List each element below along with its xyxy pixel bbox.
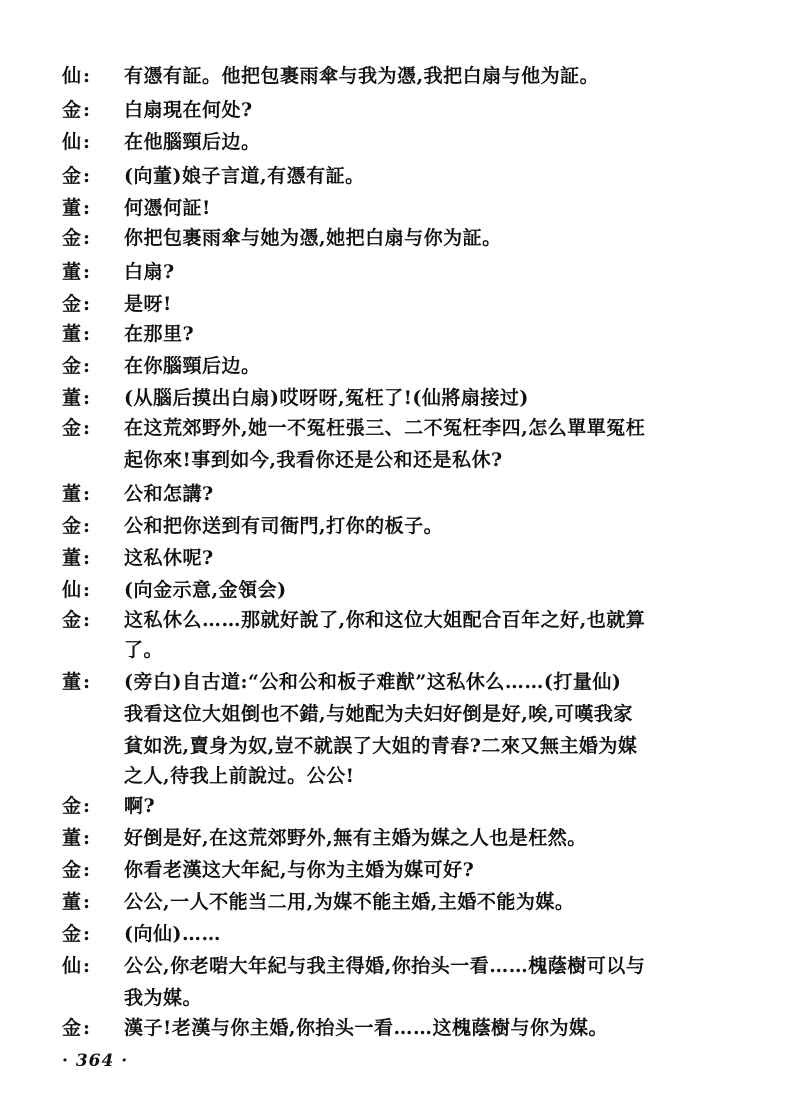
dialogue-line bbox=[0, 822, 792, 854]
dialogue-text: 在这荒郊野外,她一不冤枉張三、二不冤枉李四,怎么單單冤枉 bbox=[124, 417, 646, 439]
speaker-label: 仙: bbox=[62, 65, 93, 87]
speaker-label: 金: bbox=[62, 165, 93, 187]
dialogue-text: 何憑何証! bbox=[124, 197, 211, 219]
speaker-label: 董: bbox=[62, 671, 93, 693]
dialogue-text: (向董)娘子言道,有憑有証。 bbox=[124, 165, 365, 187]
dialogue-continuation bbox=[0, 982, 792, 1014]
dialogue-line bbox=[0, 192, 792, 224]
dialogue-line bbox=[0, 790, 792, 822]
dialogue-text: 这私休么……那就好說了,你和这位大姐配合百年之好,也就算 bbox=[124, 609, 646, 631]
dialogue-line bbox=[0, 94, 792, 126]
speaker-label: 董: bbox=[62, 387, 93, 409]
dialogue-text: (向仙)…… bbox=[124, 923, 221, 945]
dialogue-text: 白扇現在何处? bbox=[124, 99, 253, 121]
dialogue-line bbox=[0, 950, 792, 982]
speaker-label: 金: bbox=[62, 795, 93, 817]
dialogue-text: 这私休呢? bbox=[124, 547, 214, 569]
dialogue-line bbox=[0, 256, 792, 288]
dialogue-line bbox=[0, 574, 792, 606]
speaker-label: 董: bbox=[62, 261, 93, 283]
dialogue-text: 是呀! bbox=[124, 293, 172, 315]
dialogue-line bbox=[0, 1012, 792, 1044]
dialogue-text: 好倒是好,在这荒郊野外,無有主婚为媒之人也是枉然。 bbox=[124, 827, 587, 849]
dialogue-line bbox=[0, 886, 792, 918]
dialogue-continuation bbox=[0, 444, 792, 476]
dialogue-line bbox=[0, 510, 792, 542]
dialogue-text: 啊? bbox=[124, 795, 156, 817]
speaker-label: 金: bbox=[62, 1017, 93, 1039]
dialogue-text: 公和怎講? bbox=[124, 483, 214, 505]
dialogue-text: 白扇? bbox=[124, 261, 175, 283]
dialogue-continuation bbox=[0, 634, 792, 666]
speaker-label: 董: bbox=[62, 323, 93, 345]
dialogue-text: 有憑有証。他把包裹雨傘与我为憑,我把白扇与他为証。 bbox=[124, 65, 600, 87]
dialogue-text: 在他腦頸后边。 bbox=[124, 131, 261, 153]
dialogue-line bbox=[0, 666, 792, 698]
speaker-label: 金: bbox=[62, 609, 93, 631]
dialogue-text: 貧如洗,賣身为奴,豈不就誤了大姐的青春?二來又無主婚为媒 bbox=[124, 735, 638, 757]
dialogue-line bbox=[0, 60, 792, 92]
dialogue-text: (从腦后摸出白扇)哎呀呀,冤枉了!(仙將扇接过) bbox=[124, 387, 529, 409]
dialogue-line bbox=[0, 478, 792, 510]
speaker-label: 金: bbox=[62, 923, 93, 945]
speaker-label: 金: bbox=[62, 293, 93, 315]
dialogue-text: 起你來!事到如今,我看你还是公和还是私休? bbox=[124, 449, 503, 471]
dialogue-line bbox=[0, 854, 792, 886]
dialogue-line bbox=[0, 350, 792, 382]
speaker-label: 董: bbox=[62, 891, 93, 913]
speaker-label: 董: bbox=[62, 547, 93, 569]
dialogue-line bbox=[0, 542, 792, 574]
dialogue-text: 公公,一人不能当二用,为媒不能主婚,主婚不能为媒。 bbox=[124, 891, 575, 913]
speaker-label: 金: bbox=[62, 355, 93, 377]
speaker-label: 金: bbox=[62, 515, 93, 537]
dialogue-text: 公和把你送到有司衙門,打你的板子。 bbox=[124, 515, 444, 537]
dialogue-continuation bbox=[0, 730, 792, 762]
dialogue-text: 在那里? bbox=[124, 323, 195, 345]
dialogue-text: 你看老漢这大年紀,与你为主婚为媒可好? bbox=[124, 859, 475, 881]
dialogue-text: (向金示意,金領会) bbox=[124, 579, 287, 601]
speaker-label: 金: bbox=[62, 859, 93, 881]
dialogue-text: 了。 bbox=[124, 639, 164, 661]
dialogue-line bbox=[0, 126, 792, 158]
dialogue-continuation bbox=[0, 698, 792, 730]
page-number: · 364 · bbox=[62, 1051, 129, 1071]
speaker-label: 金: bbox=[62, 417, 93, 439]
speaker-label: 仙: bbox=[62, 131, 93, 153]
speaker-label: 董: bbox=[62, 483, 93, 505]
dialogue-text: 公公,你老啱大年紀与我主得婚,你抬头一看……槐蔭樹可以与 bbox=[124, 955, 646, 977]
dialogue-line bbox=[0, 318, 792, 350]
speaker-label: 仙: bbox=[62, 955, 93, 977]
dialogue-line bbox=[0, 382, 792, 414]
dialogue-line bbox=[0, 918, 792, 950]
dialogue-text: 漢子!老漢与你主婚,你抬头一看……这槐蔭樹与你为媒。 bbox=[124, 1017, 608, 1039]
dialogue-line bbox=[0, 412, 792, 444]
speaker-label: 董: bbox=[62, 827, 93, 849]
dialogue-continuation bbox=[0, 760, 792, 792]
dialogue-line bbox=[0, 604, 792, 636]
dialogue-line bbox=[0, 288, 792, 320]
dialogue-text: 之人,待我上前說过。公公! bbox=[124, 765, 355, 787]
speaker-label: 仙: bbox=[62, 579, 93, 601]
dialogue-text: 你把包裹雨傘与她为憑,她把白扇与你为証。 bbox=[124, 227, 502, 249]
speaker-label: 董: bbox=[62, 197, 93, 219]
dialogue-text: 我看这位大姐倒也不錯,与她配为夫妇好倒是好,唉,可嘆我家 bbox=[124, 703, 633, 725]
speaker-label: 金: bbox=[62, 227, 93, 249]
dialogue-line bbox=[0, 222, 792, 254]
dialogue-text: 在你腦頸后边。 bbox=[124, 355, 261, 377]
dialogue-text: (旁白)自古道:“公和公和板子难猷”这私休么……(打量仙) bbox=[124, 671, 622, 693]
dialogue-line bbox=[0, 160, 792, 192]
speaker-label: 金: bbox=[62, 99, 93, 121]
dialogue-text: 我为媒。 bbox=[124, 987, 203, 1009]
